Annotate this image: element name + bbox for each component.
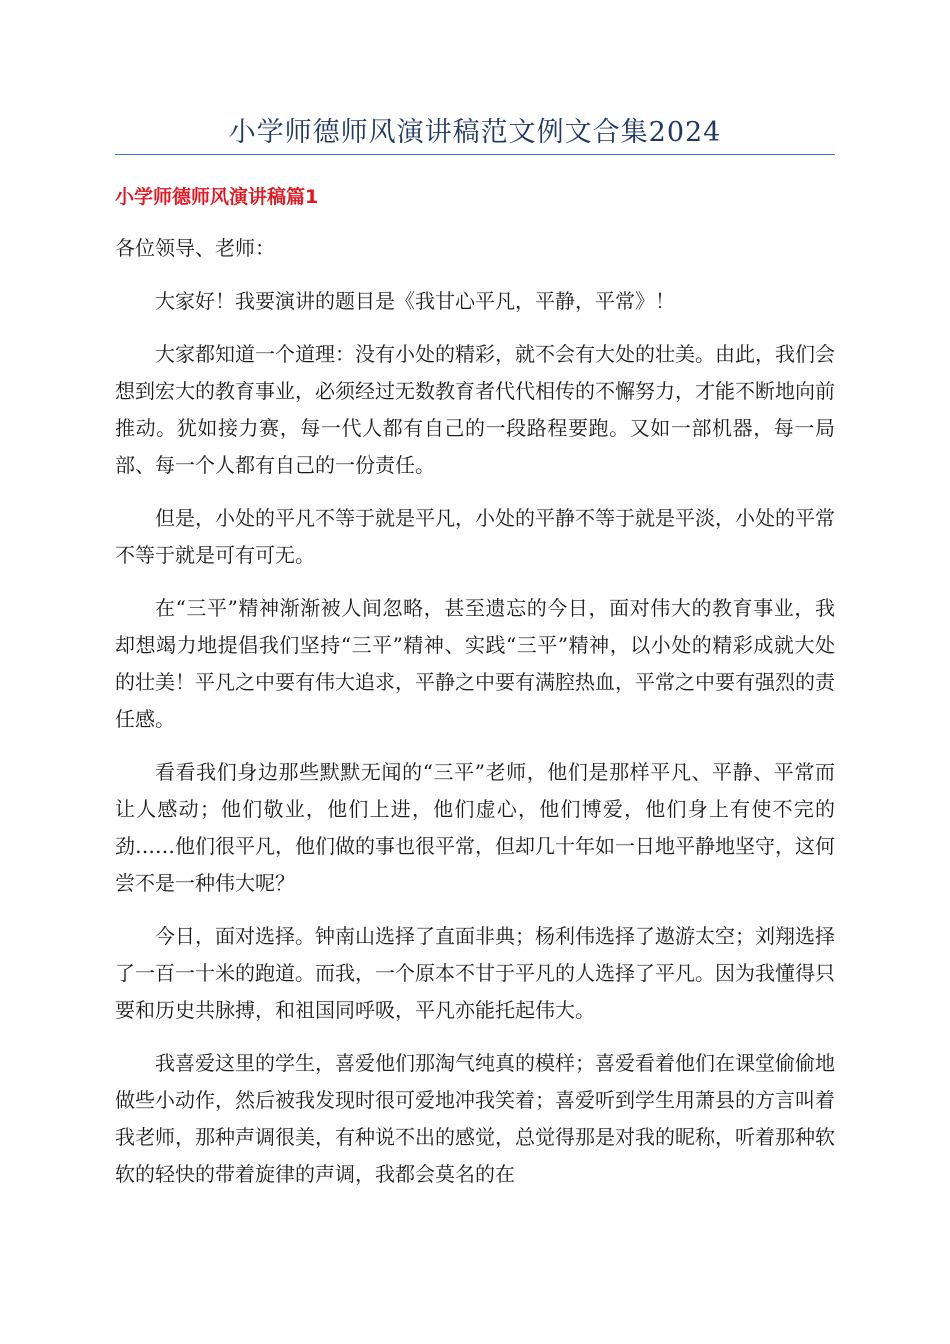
- document-title: 小学师德师风演讲稿范文例文合集2024: [228, 117, 722, 148]
- body-paragraph: 今日，面对选择。钟南山选择了直面非典；杨利伟选择了遨游太空；刘翔选择了一百一十米的跑道。而我，一个原本不甘于平凡的人选择了平凡。因为我懂得只要和历史共脉搏，和祖国同呼吸，平凡亦能托起伟大。: [115, 924, 835, 1022]
- body-paragraph: 大家好！我要演讲的题目是《我甘心平凡，平静，平常》！: [155, 289, 675, 313]
- salutation-paragraph: 各位领导、老师：: [115, 236, 275, 260]
- section-heading: 小学师德师风演讲稿篇1: [115, 186, 319, 208]
- body-paragraph: 在“三平”精神渐渐被人间忽略，甚至遗忘的今日，面对伟大的教育事业，我却想竭力地提倡我们坚持“三平”精神、实践“三平”精神，以小处的精彩成就大处的壮美！平凡之中要有伟大追求，平静之中要有满腔热血，平常之中要有强烈的责任感。: [115, 596, 835, 731]
- body-paragraph: 大家都知道一个道理：没有小处的精彩，就不会有大处的壮美。由此，我们会想到宏大的教育事业，必须经过无数教育者代代相传的不懈努力，才能不断地向前推动。犹如接力赛，每一代人都有自己的一段路程要跑。又如一部机器，每一局部、每一个人都有自己的一份责任。: [115, 342, 835, 477]
- body-paragraph: 但是，小处的平凡不等于就是平凡，小处的平静不等于就是平淡，小处的平常不等于就是可有可无。: [115, 506, 835, 567]
- title-underline: [115, 154, 835, 155]
- body-paragraph: 我喜爱这里的学生，喜爱他们那淘气纯真的模样；喜爱看着他们在课堂偷偷地做些小动作，然后被我发现时很可爱地冲我笑着；喜爱听到学生用萧县的方言叫着我老师，那种声调很美，有种说不出的感觉，总觉得那是对我的昵称，听着那种软软的轻快的带着旋律的声调，我都会莫名的在: [115, 1051, 835, 1186]
- body-paragraph: 看看我们身边那些默默无闻的“三平”老师，他们是那样平凡、平静、平常而让人感动；他们敬业，他们上进，他们虚心，他们博爱，他们身上有使不完的劲……他们很平凡，他们做的事也很平常，但却几十年如一日地平静地坚守，这何尝不是一种伟大呢？: [115, 760, 835, 895]
- document-body: [115, 230, 835, 1209]
